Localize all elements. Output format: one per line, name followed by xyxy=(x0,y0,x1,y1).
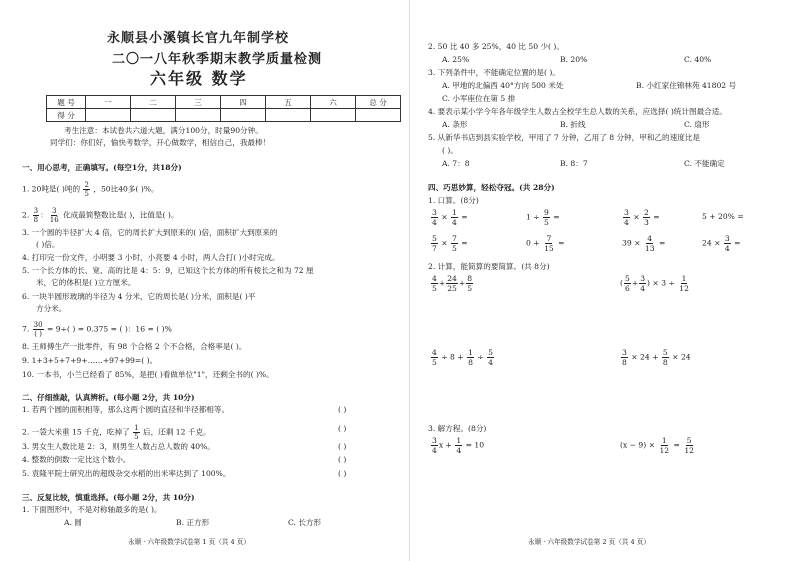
answer-paren[interactable]: ( ) xyxy=(338,424,347,433)
oral-calc: 5 + 20% = xyxy=(702,212,744,221)
s1-q7 xyxy=(22,321,172,338)
numerator: 4 xyxy=(432,274,437,283)
oral-calc: $\frac{3}{4}$ × $\frac{1}{4}$ = xyxy=(432,208,468,227)
equation-part: (x − 9) × xyxy=(620,440,656,450)
answer-paren[interactable]: ( ) xyxy=(338,455,347,464)
fraction xyxy=(33,207,39,224)
numerator: 24 xyxy=(447,274,457,283)
calc-expression xyxy=(430,348,495,367)
fraction xyxy=(455,436,462,455)
fraction xyxy=(431,348,438,367)
exam-title: 二〇一八年秋季期末教学质量检测 xyxy=(112,52,323,67)
fraction xyxy=(466,274,473,293)
footer-right: 永顺 · 六年级数学试卷第 2 页（共 4 页） xyxy=(528,538,650,546)
fraction xyxy=(431,274,438,293)
denominator: 4 xyxy=(488,358,493,367)
s2-q3: 3. 男女生人数比是 2：3，则男生人数占总人数的 40%。 xyxy=(22,442,215,451)
operator: + xyxy=(438,278,446,288)
numerator: 1 xyxy=(681,274,687,283)
fraction xyxy=(431,208,438,227)
denominator: 16 xyxy=(49,216,59,224)
section4-title: 四、巧思妙算，轻松夺冠。(共 28分) xyxy=(428,183,555,192)
numerator: 7 xyxy=(452,234,457,243)
denominator: 6 xyxy=(624,284,630,293)
s3-q3-option[interactable]: A. 甲地的北偏西 40°方向 500 米处 xyxy=(442,81,564,90)
numerator: 5 xyxy=(662,348,668,357)
numerator: 5 xyxy=(432,234,437,243)
fraction xyxy=(451,234,458,253)
score-cell[interactable] xyxy=(311,109,356,122)
s3-q4-option[interactable]: A. 条形 xyxy=(442,120,468,129)
calc-expression: ( $\frac{5}{6}$ + $\frac{3}{4}$ ) × 3 ÷ $\frac{1}{12}$ xyxy=(620,274,689,293)
section2-title: 二、仔细推敲，认真辨析。(每小题 2分，共 10分) xyxy=(22,393,195,402)
s3-q1: 1. 下面图形中，不是对称轴最多的是( )。 xyxy=(22,505,162,514)
calc-expression xyxy=(430,274,474,293)
operator: ÷ xyxy=(477,352,484,362)
s1-q8: 8. 王师傅生产一批零件，有 98 个合格 2 个不合格，合格率是( )。 xyxy=(22,342,247,351)
fraction xyxy=(621,348,628,367)
denominator: 13 xyxy=(644,244,655,253)
score-head-cell: 五 xyxy=(266,96,311,109)
fraction xyxy=(683,436,695,455)
denominator: 5 xyxy=(544,218,549,227)
calc-operand: 1 ÷ xyxy=(526,212,540,222)
s2-q2-text-2: 后，还剩 12 千克。 xyxy=(143,427,211,437)
denominator: 4 xyxy=(432,218,437,227)
s4-part3-title: 3. 解方程。(8分) xyxy=(428,424,487,433)
numerator: 1 xyxy=(661,436,667,445)
fraction xyxy=(724,234,731,253)
numerator: 1 xyxy=(134,424,139,432)
denominator: 4 xyxy=(456,446,462,455)
numerator: 3 xyxy=(724,234,730,243)
denominator: ( ) xyxy=(34,330,42,338)
score-table-score-row xyxy=(47,109,401,122)
numerator: 1 xyxy=(456,436,462,445)
oral-calc: 1 ÷ $\frac{9}{5}$ = xyxy=(526,208,560,227)
s3-q4-option[interactable]: B. 折线 xyxy=(560,120,586,129)
fraction xyxy=(467,348,474,367)
s3-q5-line2: ( )。 xyxy=(442,146,458,155)
s2-q4: 4. 整数的倒数一定比这个数小。 xyxy=(22,455,131,464)
denominator: 25 xyxy=(447,284,457,293)
notice-line2: 同学们：你们好，愉快考数学，开心做数学，相信自己，我最棒！ xyxy=(50,138,271,147)
equation xyxy=(430,436,484,455)
numerator: 8 xyxy=(467,274,473,283)
denominator: 12 xyxy=(659,446,670,455)
s3-q1-option[interactable]: C. 长方形 xyxy=(288,518,322,527)
fraction xyxy=(658,436,670,455)
numerator: 3 xyxy=(432,436,437,445)
numerator: 7 xyxy=(546,234,552,243)
numerator: 3 xyxy=(624,208,629,217)
score-cell[interactable] xyxy=(221,109,266,122)
fraction xyxy=(543,234,555,253)
answer-paren[interactable]: ( ) xyxy=(338,405,347,414)
score-cell[interactable] xyxy=(266,109,311,122)
notice-line1: 考生注意：本试卷共六道大题，满分100分，时量90分钟。 xyxy=(64,126,263,135)
subject-title: 六年级 数学 xyxy=(150,69,248,88)
s1-q2-text: 化成最简整数比是( )，比值是( )。 xyxy=(63,210,179,220)
score-row-label: 得 分 xyxy=(47,109,86,122)
numerator: 2 xyxy=(84,181,89,189)
s4-part1-title: 1. 口算。(8分) xyxy=(428,196,479,205)
score-cell[interactable] xyxy=(176,109,221,122)
numerator: 30 xyxy=(33,321,43,329)
fraction xyxy=(662,348,669,367)
s1-q9: 9. 1+3+5+7+9+……+97+99=( )。 xyxy=(22,356,158,365)
s1-q2 xyxy=(22,207,178,224)
score-head-cell: 四 xyxy=(221,96,266,109)
denominator: 8 xyxy=(662,358,668,367)
operator: ÷ 8 + xyxy=(441,352,464,362)
equation-part: x + xyxy=(438,440,452,450)
denominator: 15 xyxy=(544,244,554,253)
denominator: 4 xyxy=(724,244,730,253)
s3-q2-option[interactable]: C. 40% xyxy=(684,55,712,64)
fraction xyxy=(643,208,650,227)
calc-operand: 24 × xyxy=(702,238,721,248)
s1-q6-line2: 方分米。 xyxy=(36,304,67,313)
calc-operand: 0 + xyxy=(526,238,540,248)
s2-q1: 1. 若两个圆的面积相等，那么这两个圆的直径和半径都相等。 xyxy=(22,405,230,414)
s1-q1 xyxy=(22,181,159,198)
s3-q5-option[interactable]: B. 8：7 xyxy=(560,159,588,168)
s2-q2 xyxy=(22,424,211,441)
s3-q5-option[interactable]: C. 不能确定 xyxy=(684,159,725,168)
fraction xyxy=(431,234,438,253)
s3-q1-option[interactable]: B. 正方形 xyxy=(176,518,210,527)
denominator: 5 xyxy=(467,284,473,293)
numerator: 4 xyxy=(647,234,653,243)
s3-q5-option[interactable]: A. 7：8 xyxy=(442,159,470,168)
numerator: 5 xyxy=(488,348,493,357)
s1-q6-line1: 6. 一块半圆形玻璃的半径为 4 分米，它的周长是( )分米，面积是( )平 xyxy=(22,292,256,301)
denominator: 7 xyxy=(432,244,437,253)
denominator: 12 xyxy=(679,284,689,293)
s3-q5-line1: 5. 从新华书店到县实验学校，甲用了 7 分钟，乙用了 8 分钟，甲和乙的速度比是 xyxy=(428,133,700,142)
calc-operand: 39 × xyxy=(622,238,641,248)
school-name: 永顺县小溪镇长官九年制学校 xyxy=(107,31,290,46)
score-head-cell: 六 xyxy=(311,96,356,109)
s4-part2-title: 2. 计算，能简算的要简算。(共 8分) xyxy=(428,262,550,271)
numerator: 3 xyxy=(51,207,57,215)
equation xyxy=(620,436,696,455)
ratio-colon: ： xyxy=(40,210,48,220)
s3-q3-option[interactable]: B. 小红家住锦林苑 41802 号 xyxy=(636,81,737,90)
denominator: 8 xyxy=(33,216,39,224)
score-cell[interactable] xyxy=(86,109,131,122)
denominator: 5 xyxy=(84,190,89,198)
fraction xyxy=(83,181,89,198)
numerator: 3 xyxy=(33,207,39,215)
fraction xyxy=(639,274,646,293)
denominator: 12 xyxy=(684,446,694,455)
denominator: 4 xyxy=(452,218,457,227)
s2-q2-text: 2. 一袋大米重 15 千克，吃掉了 xyxy=(22,427,130,437)
score-table-head-row xyxy=(47,96,401,109)
fraction xyxy=(624,274,631,293)
denominator: 8 xyxy=(468,358,473,367)
s3-q1-option[interactable]: A. 圆 xyxy=(64,518,82,527)
denominator: 8 xyxy=(622,358,627,367)
fraction xyxy=(644,234,656,253)
numerator: 1 xyxy=(468,348,473,357)
equation-part: = 10 xyxy=(465,440,485,450)
numerator: 2 xyxy=(644,208,649,217)
s1-q2-num: 2. xyxy=(22,210,30,220)
s1-q3-line1: 3. 一个圆的半径扩大 4 倍，它的周长扩大到原来的( )倍，面积扩大到原来的 xyxy=(22,228,278,237)
denominator: 5 xyxy=(134,433,139,441)
numerator: 9 xyxy=(544,208,549,217)
numerator: 4 xyxy=(432,348,437,357)
oral-calc: $\frac{3}{4}$ × $\frac{2}{3}$ = xyxy=(624,208,660,227)
fraction xyxy=(623,208,630,227)
numerator: 1 xyxy=(452,208,457,217)
operator: × 24 + xyxy=(631,352,659,362)
score-head-cell: 三 xyxy=(176,96,221,109)
fraction xyxy=(446,274,458,293)
fraction xyxy=(487,348,494,367)
s1-q5-line1: 5. 一个长方体的长、宽、高的比是 4：5：9，已知这个长方体的所有棱长之和为 72 厘 xyxy=(22,266,314,275)
oral-calc: 24 × $\frac{3}{4}$ = xyxy=(702,234,741,253)
answer-paren[interactable]: ( ) xyxy=(338,469,347,478)
s3-q2: 2. 50 比 40 多 25%，40 比 50 少( )。 xyxy=(428,42,564,51)
score-head-cell: 题 号 xyxy=(47,96,86,109)
s3-q4: 4. 要表示某小学今年各年级学生人数占全校学生总人数的关系，应选择( )统计图最合适。 xyxy=(428,107,727,116)
denominator: 5 xyxy=(432,284,437,293)
denominator: 4 xyxy=(624,218,629,227)
score-table xyxy=(46,95,401,122)
score-head-cell: 总 分 xyxy=(356,96,401,109)
score-head-cell: 一 xyxy=(86,96,131,109)
denominator: 4 xyxy=(640,284,646,293)
equation-part: = xyxy=(673,440,680,450)
operator: × 24 xyxy=(672,352,691,362)
fraction xyxy=(678,274,690,293)
footer-left: 永顺 · 六年级数学试卷第 1 页（共 4 页） xyxy=(128,538,250,546)
denominator: 3 xyxy=(644,218,649,227)
numerator: 3 xyxy=(622,348,627,357)
s3-q4-option[interactable]: C. 扇形 xyxy=(684,120,710,129)
fraction xyxy=(543,208,550,227)
fraction xyxy=(133,424,139,441)
calc-expression xyxy=(620,348,691,367)
s1-q1-text: 1. 20吨是( )吨的 xyxy=(22,184,81,194)
fraction xyxy=(431,436,438,455)
score-head-cell: 二 xyxy=(131,96,176,109)
s3-q2-option[interactable]: A. 25% xyxy=(442,55,470,64)
s1-q1-text-2: ，50比40多( )%。 xyxy=(93,184,159,194)
fraction xyxy=(451,208,458,227)
s2-q5: 5. 袁隆平院士研究出的超级杂交水稻的出米率达到了 100%。 xyxy=(22,469,231,478)
fraction xyxy=(49,207,60,224)
numerator: 5 xyxy=(686,436,692,445)
right-page xyxy=(410,0,794,561)
operator: × 3 ÷ xyxy=(652,278,675,288)
s1-q7-text: = 9÷( ) = 0.375 = ( )：16 = ( )% xyxy=(47,324,172,334)
s3-q3: 3. 下列条件中，不能确定位置的是( )。 xyxy=(428,68,560,77)
answer-paren[interactable]: ( ) xyxy=(338,442,347,451)
denominator: 5 xyxy=(452,244,457,253)
s1-q7-num: 7. xyxy=(22,324,30,334)
operator: + xyxy=(458,278,466,288)
oral-calc: $\frac{5}{7}$ × $\frac{7}{5}$ = xyxy=(432,234,468,253)
numerator: 3 xyxy=(640,274,646,283)
oral-calc: 0 + $\frac{7}{15}$ = xyxy=(526,234,565,253)
section1-title: 一、用心思考，正确填写。(每空1分，共18分) xyxy=(22,163,182,172)
fraction xyxy=(33,321,44,338)
denominator: 4 xyxy=(432,446,437,455)
s3-q2-option[interactable]: B. 20% xyxy=(560,55,588,64)
score-cell[interactable] xyxy=(131,109,176,122)
score-cell[interactable] xyxy=(356,109,401,122)
denominator: 5 xyxy=(432,358,437,367)
numerator: 5 xyxy=(624,274,630,283)
oral-calc: 39 × $\frac{4}{13}$ = xyxy=(622,234,666,253)
section3-title: 三、反复比较，慎重选择。(每小题 2分，共 10分) xyxy=(22,493,195,502)
s1-q5-line2: 米，它的体积是( )立方厘米。 xyxy=(36,278,136,287)
s1-q4: 4. 打印完一份文件，小明要 3 小时，小亮要 4 小时，两人合打( )小时完成。 xyxy=(22,253,280,262)
s1-q3-line2: ( )倍。 xyxy=(36,240,60,249)
s3-q3-option[interactable]: C. 小军座位在第 5 排 xyxy=(442,94,516,103)
numerator: 3 xyxy=(432,208,437,217)
s1-q10: 10. 一本书，小兰已经看了 85%，是把( )看做单位"1"，还剩全书的( )%。 xyxy=(22,370,274,379)
